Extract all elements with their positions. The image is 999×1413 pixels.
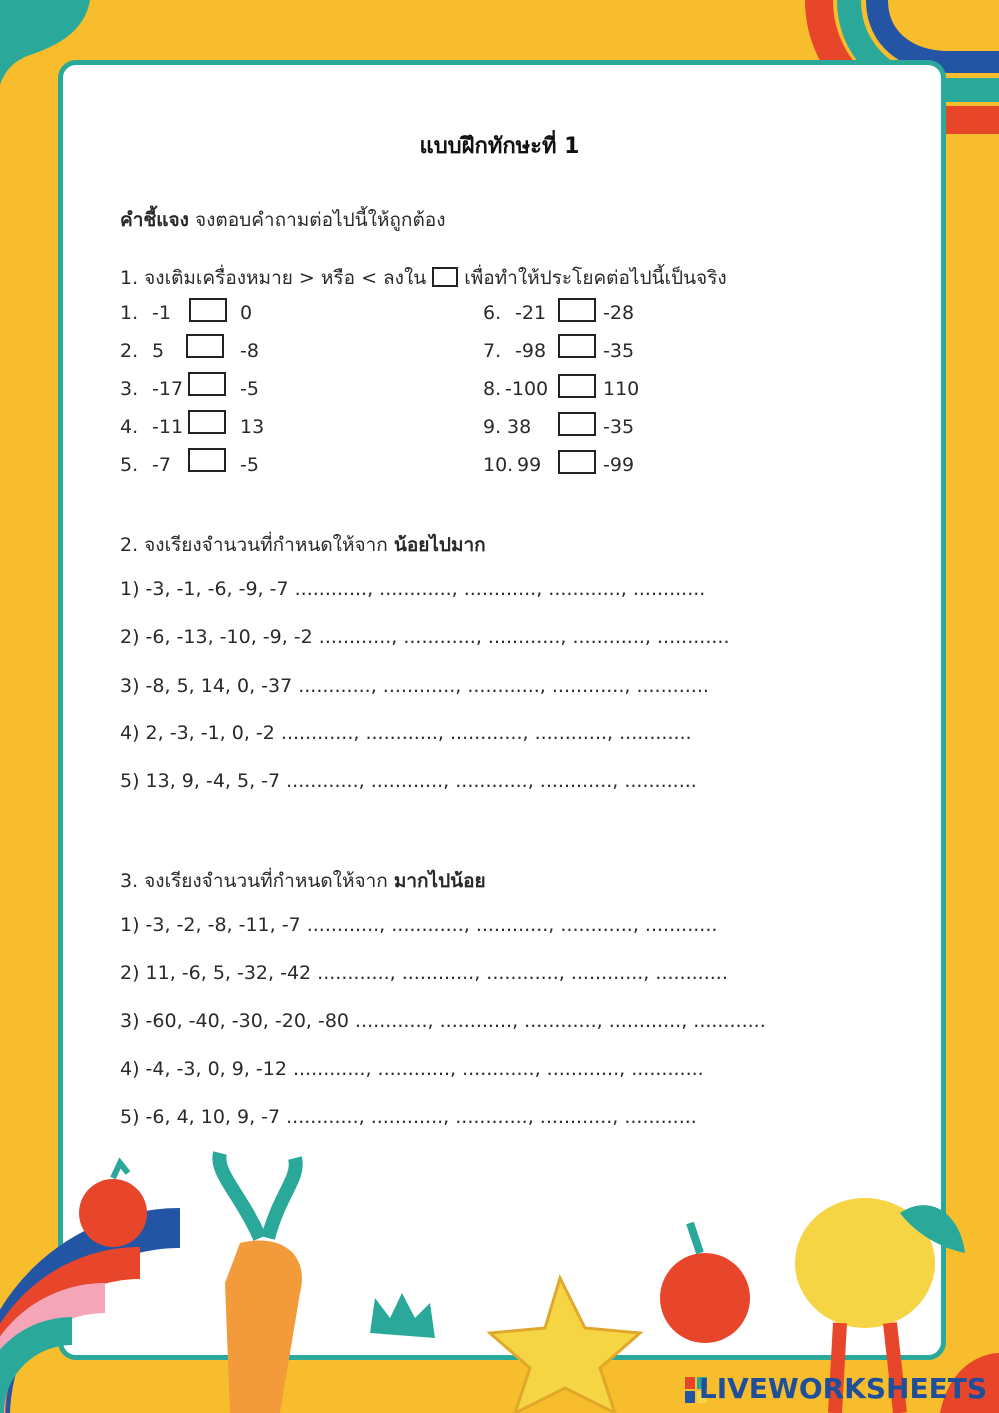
answer-box-1[interactable] <box>189 298 227 322</box>
answer-box-example <box>432 267 458 287</box>
q1-item: 4. -11 13 <box>120 416 265 438</box>
watermark-text: LIVEWORKSHEETS <box>698 1372 987 1405</box>
answer-box-3[interactable] <box>188 372 226 396</box>
answer-box-5[interactable] <box>188 448 226 472</box>
q1-prompt <box>120 263 727 293</box>
instruction-label: คำชี้แจง <box>120 209 189 231</box>
answer-box-9[interactable] <box>558 412 596 436</box>
instruction-text: จงตอบคำถามต่อไปนี้ให้ถูกต้อง <box>188 209 446 231</box>
q2-prompt: 2. จงเรียงจำนวนที่กำหนดให้จาก น้อยไปมาก <box>120 534 486 556</box>
answer-box-7[interactable] <box>558 334 596 358</box>
q3-item-4[interactable]: 4) -4, -3, 0, 9, -12 ............, ............, ............, ............, ............ <box>120 1058 704 1080</box>
answer-box-4[interactable] <box>188 410 226 434</box>
q3-item-1[interactable]: 1) -3, -2, -8, -11, -7 ............, ............, ............, ............, ............ <box>120 914 718 936</box>
q1-item: 1. -1 0 <box>120 302 253 324</box>
q2-item-2[interactable]: 2) -6, -13, -10, -9, -2 ............, ............, ............, ............, ............ <box>120 626 730 648</box>
q1-item: 10. 99 -99 <box>483 454 635 476</box>
q1-item: 9. 38 -35 <box>483 416 635 438</box>
q1-item: 8. -100 110 <box>483 378 640 400</box>
answer-box-6[interactable] <box>558 298 596 322</box>
q1-item: 7. -98 -35 <box>483 340 635 362</box>
q1-prompt-part2: เพื่อทำให้ประโยคต่อไปนี้เป็นจริง <box>464 267 727 289</box>
q3-prompt: 3. จงเรียงจำนวนที่กำหนดให้จาก มากไปน้อย <box>120 870 486 892</box>
answer-box-8[interactable] <box>558 374 596 398</box>
page-title: แบบฝึกทักษะที่ 1 <box>419 134 580 159</box>
q2-item-3[interactable]: 3) -8, 5, 14, 0, -37 ............, ............, ............, ............, ............ <box>120 675 709 697</box>
q1-item: 2. 5 -8 <box>120 340 259 362</box>
q1-item: 3. -17 -5 <box>120 378 259 400</box>
answer-box-2[interactable] <box>186 334 224 358</box>
q1-item: 5. -7 -5 <box>120 454 259 476</box>
q2-item-1[interactable]: 1) -3, -1, -6, -9, -7 ............, ............, ............, ............, ............ <box>120 578 706 600</box>
q1-prompt-part1: 1. จงเติมเครื่องหมาย > หรือ < ลงใน <box>120 267 427 289</box>
q2-item-4[interactable]: 4) 2, -3, -1, 0, -2 ............, ............, ............, ............, ............ <box>120 722 692 744</box>
q3-item-3[interactable]: 3) -60, -40, -30, -20, -80 ............, ............, ............, ............, ............ <box>120 1010 766 1032</box>
instruction <box>120 205 445 235</box>
q3-item-5[interactable]: 5) -6, 4, 10, 9, -7 ............, ............, ............, ............, ............ <box>120 1106 697 1128</box>
q3-item-2[interactable]: 2) 11, -6, 5, -32, -42 ............, ............, ............, ............, ............ <box>120 962 728 984</box>
answer-box-10[interactable] <box>558 450 596 474</box>
bottom-illustrations <box>0 1133 999 1413</box>
q1-item: 6. -21 -28 <box>483 302 635 324</box>
q2-item-5[interactable]: 5) 13, 9, -4, 5, -7 ............, ............, ............, ............, ............ <box>120 770 697 792</box>
